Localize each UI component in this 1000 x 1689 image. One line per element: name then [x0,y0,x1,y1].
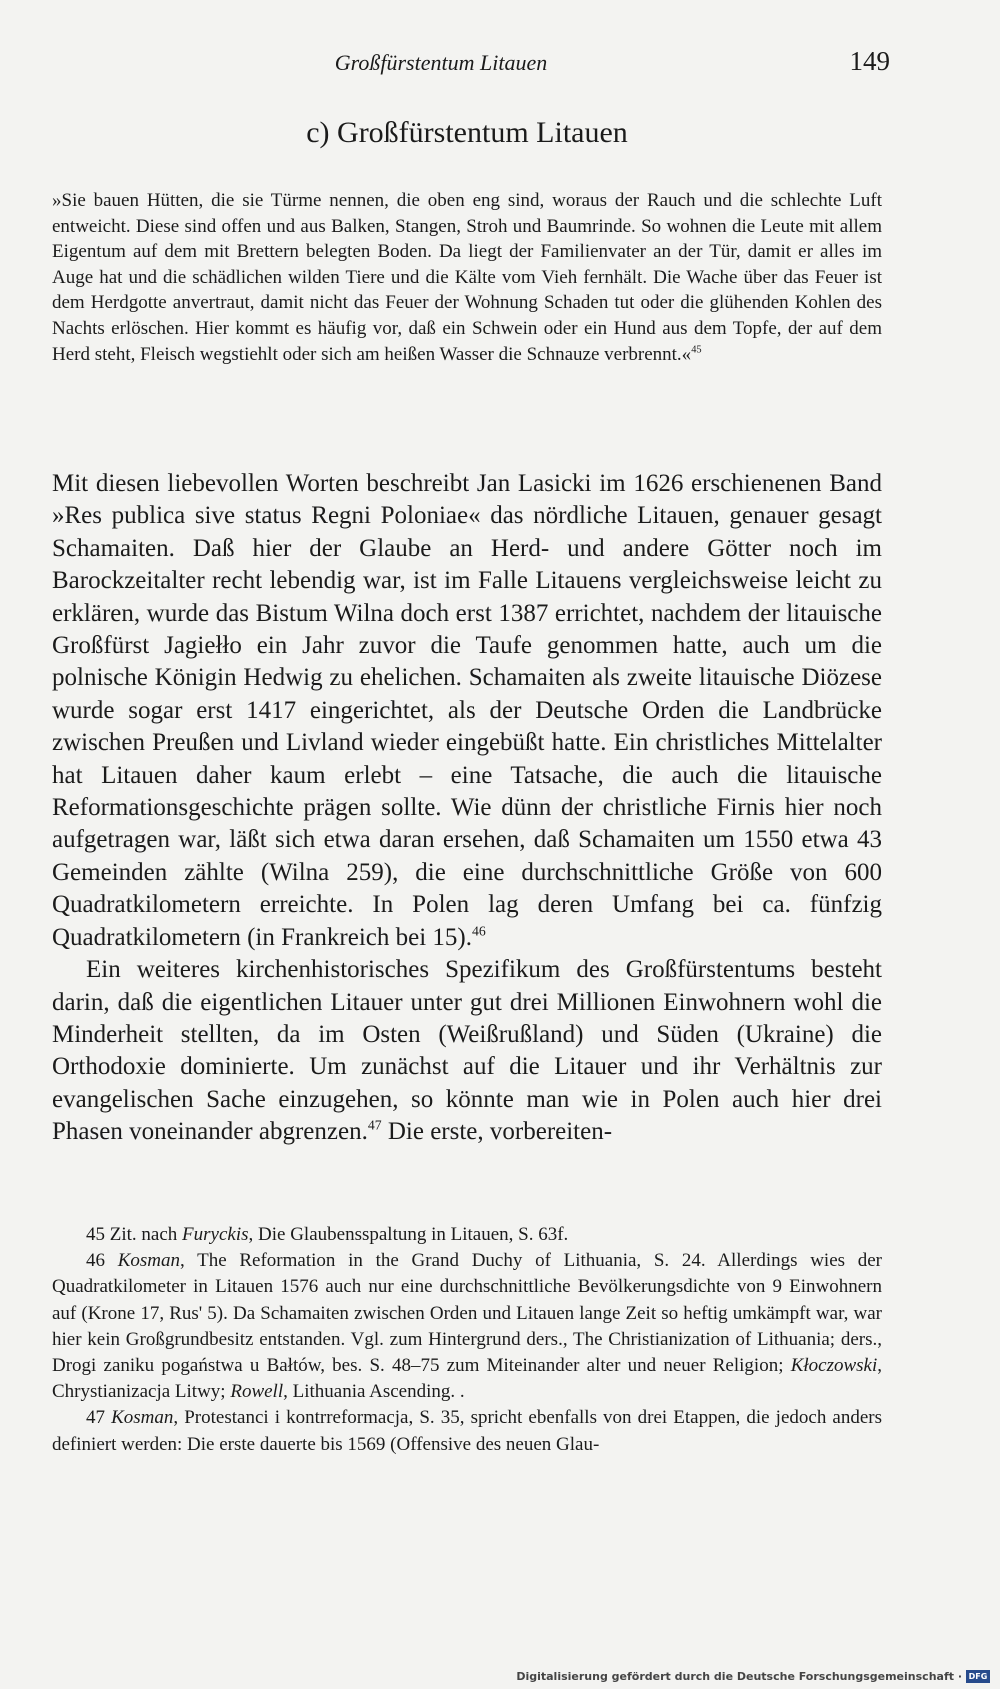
footnote-number: 45 [86,1224,105,1245]
footnote-author: Furyckis [182,1224,249,1245]
footnote-author: Rowell [230,1381,284,1403]
dfg-logo-icon: DFG [966,1670,990,1683]
footnote-46 [52,1248,882,1405]
footnote-text: , Protestanci i kontrreformacja, S. 35, spricht ebenfalls von drei Etappen, die jedoch anders definiert werden: Die erste dauerte bis 1569 (Offensive des neuen Glau- [52,1407,883,1455]
main-text [52,468,882,1149]
running-head [52,46,890,84]
footnote-text: , Lithuania Ascending. . [283,1381,465,1403]
footnote-47 [52,1405,882,1457]
footnote-text: , The Reformation in the Grand Duchy of Lithuania, S. 24. Allerdings wies der Quadratkilometer in Litauen 1576 auch nur eine durchschnittliche Bevölkerungsdichte von 9 Einwohnern auf (Krone 17, Rus' 5). Da Schamaiten zwischen Orden und Litauen lange Zeit so heftig umkämpft war, war hier kein Großgrundbesitz entstanden. Vgl. zum Hintergrund ders., The Christianization of Lithuania; ders., Drogi zaniku pogaństwa u Bałtów, bes. S. 48–75 zum Miteinander alter und neuer Religion; [52,1250,883,1377]
paragraph-1 [52,468,882,954]
digitization-credit [516,1667,990,1685]
footnote-author: Kosman [111,1407,174,1429]
paragraph-1-text: Mit diesen liebevollen Worten beschreibt Jan Lasicki im 1626 erschienenen Band »Res publica sive status Regni Poloniae« das nördliche Litauen, genauer gesagt Schamaiten. Daß hier der Glaube an Herd- und andere Götter noch im Barockzeitalter recht lebendig war, ist im Falle Litauens vergleichsweise leicht zu erklären, wurde das Bistum Wilna doch erst 1387 errichtet, nachdem der litauische Großfürst Jagiełło ein Jahr zuvor die Taufe genommen hatte, auch um die polnische Königin Hedwig zu ehelichen. Schamaiten als zweite litauische Diözese wurde sogar erst 1417 eingerichtet, als der Deutsche Orden die Landbrücke zwischen Preußen und Livland wieder eingebüßt hatte. Ein christliches Mittelalter hat Litauen daher kaum erlebt – eine Tatsache, die auch die litauische Reformationsgeschichte prägen sollte. Wie dünn der christliche Firnis hier noch aufgetragen war, läßt sich etwa daran ersehen, daß Schamaiten um 1550 etwa 43 Gemeinden zählte (Wilna 259), die eine durchschnittliche Größe von 600 Quadratkilometern erreichte. In Polen lag deren Umfang bei ca. fünfzig Quadratkilometern (in Frankreich bei 15). [52,470,882,951]
footnote-ref-47[interactable]: 47 [367,1117,382,1133]
paragraph-2 [52,954,882,1148]
paragraph-2-continuation: Die erste, vorbereiten- [381,1118,613,1146]
footnote-number: 46 [86,1250,105,1272]
page-number: 149 [849,46,890,76]
footnote-text: Zit. nach [105,1224,183,1245]
footnote-ref-46[interactable]: 46 [472,923,486,939]
section-heading: c) Großfürstentum Litauen [306,116,628,149]
footnote-ref-45[interactable]: 45 [691,344,702,356]
footnote-author: Kłoczowski [790,1355,878,1377]
running-title: Großfürstentum Litauen [334,50,548,75]
footnote-text: , Die Glaubensspaltung in Litauen, S. 63f. [248,1224,569,1245]
footnote-author: Kosman [117,1250,181,1272]
footnote-45 [52,1222,882,1248]
paragraph-2-text: Ein weiteres kirchenhistorisches Spezifikum des Großfürstentums besteht darin, daß die eigentlichen Litauer unter gut drei Millionen Einwohnern wohl die Minderheit stellten, da im Osten (Weißrußland) und Süden (Ukraine) die Orthodoxie dominierte. Um zunächst auf die Litauer und ihr Verhältnis zur evangelischen Sache einzugehen, so könnte man wie in Polen auch hier drei Phasen voneinander abgrenzen. [52,956,882,1146]
footnote-number: 47 [86,1407,105,1429]
footnote-text: , Chrystianizacja Litwy; [52,1355,882,1403]
block-quote [52,188,882,367]
quote-text: »Sie bauen Hütten, die sie Türme nennen, die oben eng sind, woraus der Rauch und die schlechte Luft entweicht. Diese sind offen und aus Balken, Stangen, Stroh und Baumrinde. So wohnen die Leute mit allem Eigentum auf dem mit Brettern belegten Boden. Da liegt der Familienvater an der Tür, damit er alles im Auge hat und die schädlichen wilden Tiere und die Kälte vom Vieh fernhält. Die Wache über das Feuer ist dem Herdgotte anvertraut, damit nicht das Feuer der Wohnung Schaden tut oder die glühenden Kohlen des Nachts erlöschen. Hier kommt es häufig vor, daß ein Schwein oder ein Hund aus dem Topfe, der auf dem Herd steht, Fleisch wegstiehlt oder sich am heißen Wasser die Schnauze verbrennt.« [52,190,882,365]
digitization-credit-text: Digitalisierung gefördert durch die Deutsche Forschungsgemeinschaft · [516,1669,962,1683]
footnotes [52,1222,882,1458]
